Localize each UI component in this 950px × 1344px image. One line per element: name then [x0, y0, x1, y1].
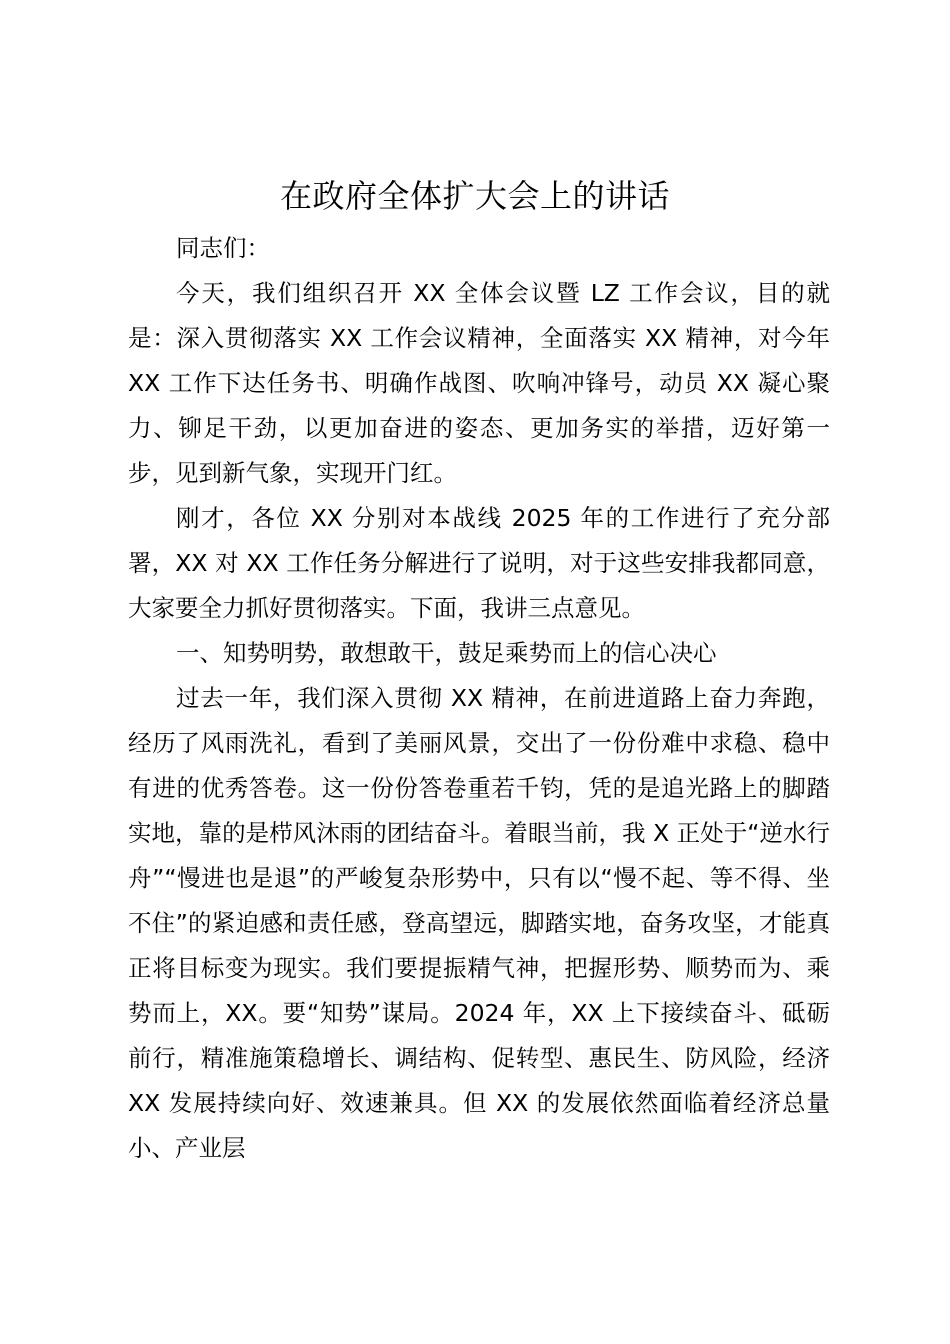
- paragraph-arrangements: 刚才，各位 XX 分别对本战线 2025 年的工作进行了充分部署，XX 对 XX 工作任务分解进行了说明，对于这些安排我都同意，大家要全力抓好贯彻落实。下面，我讲三点意见。: [128, 504, 830, 622]
- salutation: 同志们：: [176, 234, 270, 262]
- document-title: 在政府全体扩大会上的讲话: [279, 177, 670, 215]
- paragraph-opening: 今天，我们组织召开 XX 全体会议暨 LZ 工作会议，目的就是：深入贯彻落实 XX 工作会议精神，全面落实 XX 精神，对今年 XX 工作下达任务书、明确作战图、吹响冲锋号，动员 XX 凝心聚力、铆足干劲，以更加奋进的姿态、更加务实的举措，迈好第一步，见到新气象，实现开门红。: [128, 279, 838, 487]
- section-heading-1: 一、知势明势，敢想敢干，鼓足乘势而上的信心决心: [176, 639, 717, 667]
- paragraph-situation: 过去一年，我们深入贯彻 XX 精神，在前进道路上奋力奔跑，经历了风雨洗礼，看到了美丽风景，交出了一份份难中求稳、稳中有进的优秀答卷。这一份份答卷重若千钧，凭的是追光路上的脚踏实地，靠的是栉风沐雨的团结奋斗。着眼当前，我 X 正处于“逆水行舟”“慢进也是退”的严峻复杂形势中，只有以“慢不起、等不得、坐不住”的紧迫感和责任感，登高望远，脚踏实地，奋务攻坚，才能真正将目标变为现实。我们要提振精气神，把握形势、顺势而为、乘势而上，XX。要“知势”谋局。2024 年，XX 上下接续奋斗、砥砺前行，精准施策稳增长、调结构、促转型、惠民生、防风险，经济 XX 发展持续向好、效速兼具。但 XX 的发展依然面临着经济总量小、产业层: [128, 684, 838, 1162]
- document-body: [128, 226, 838, 1171]
